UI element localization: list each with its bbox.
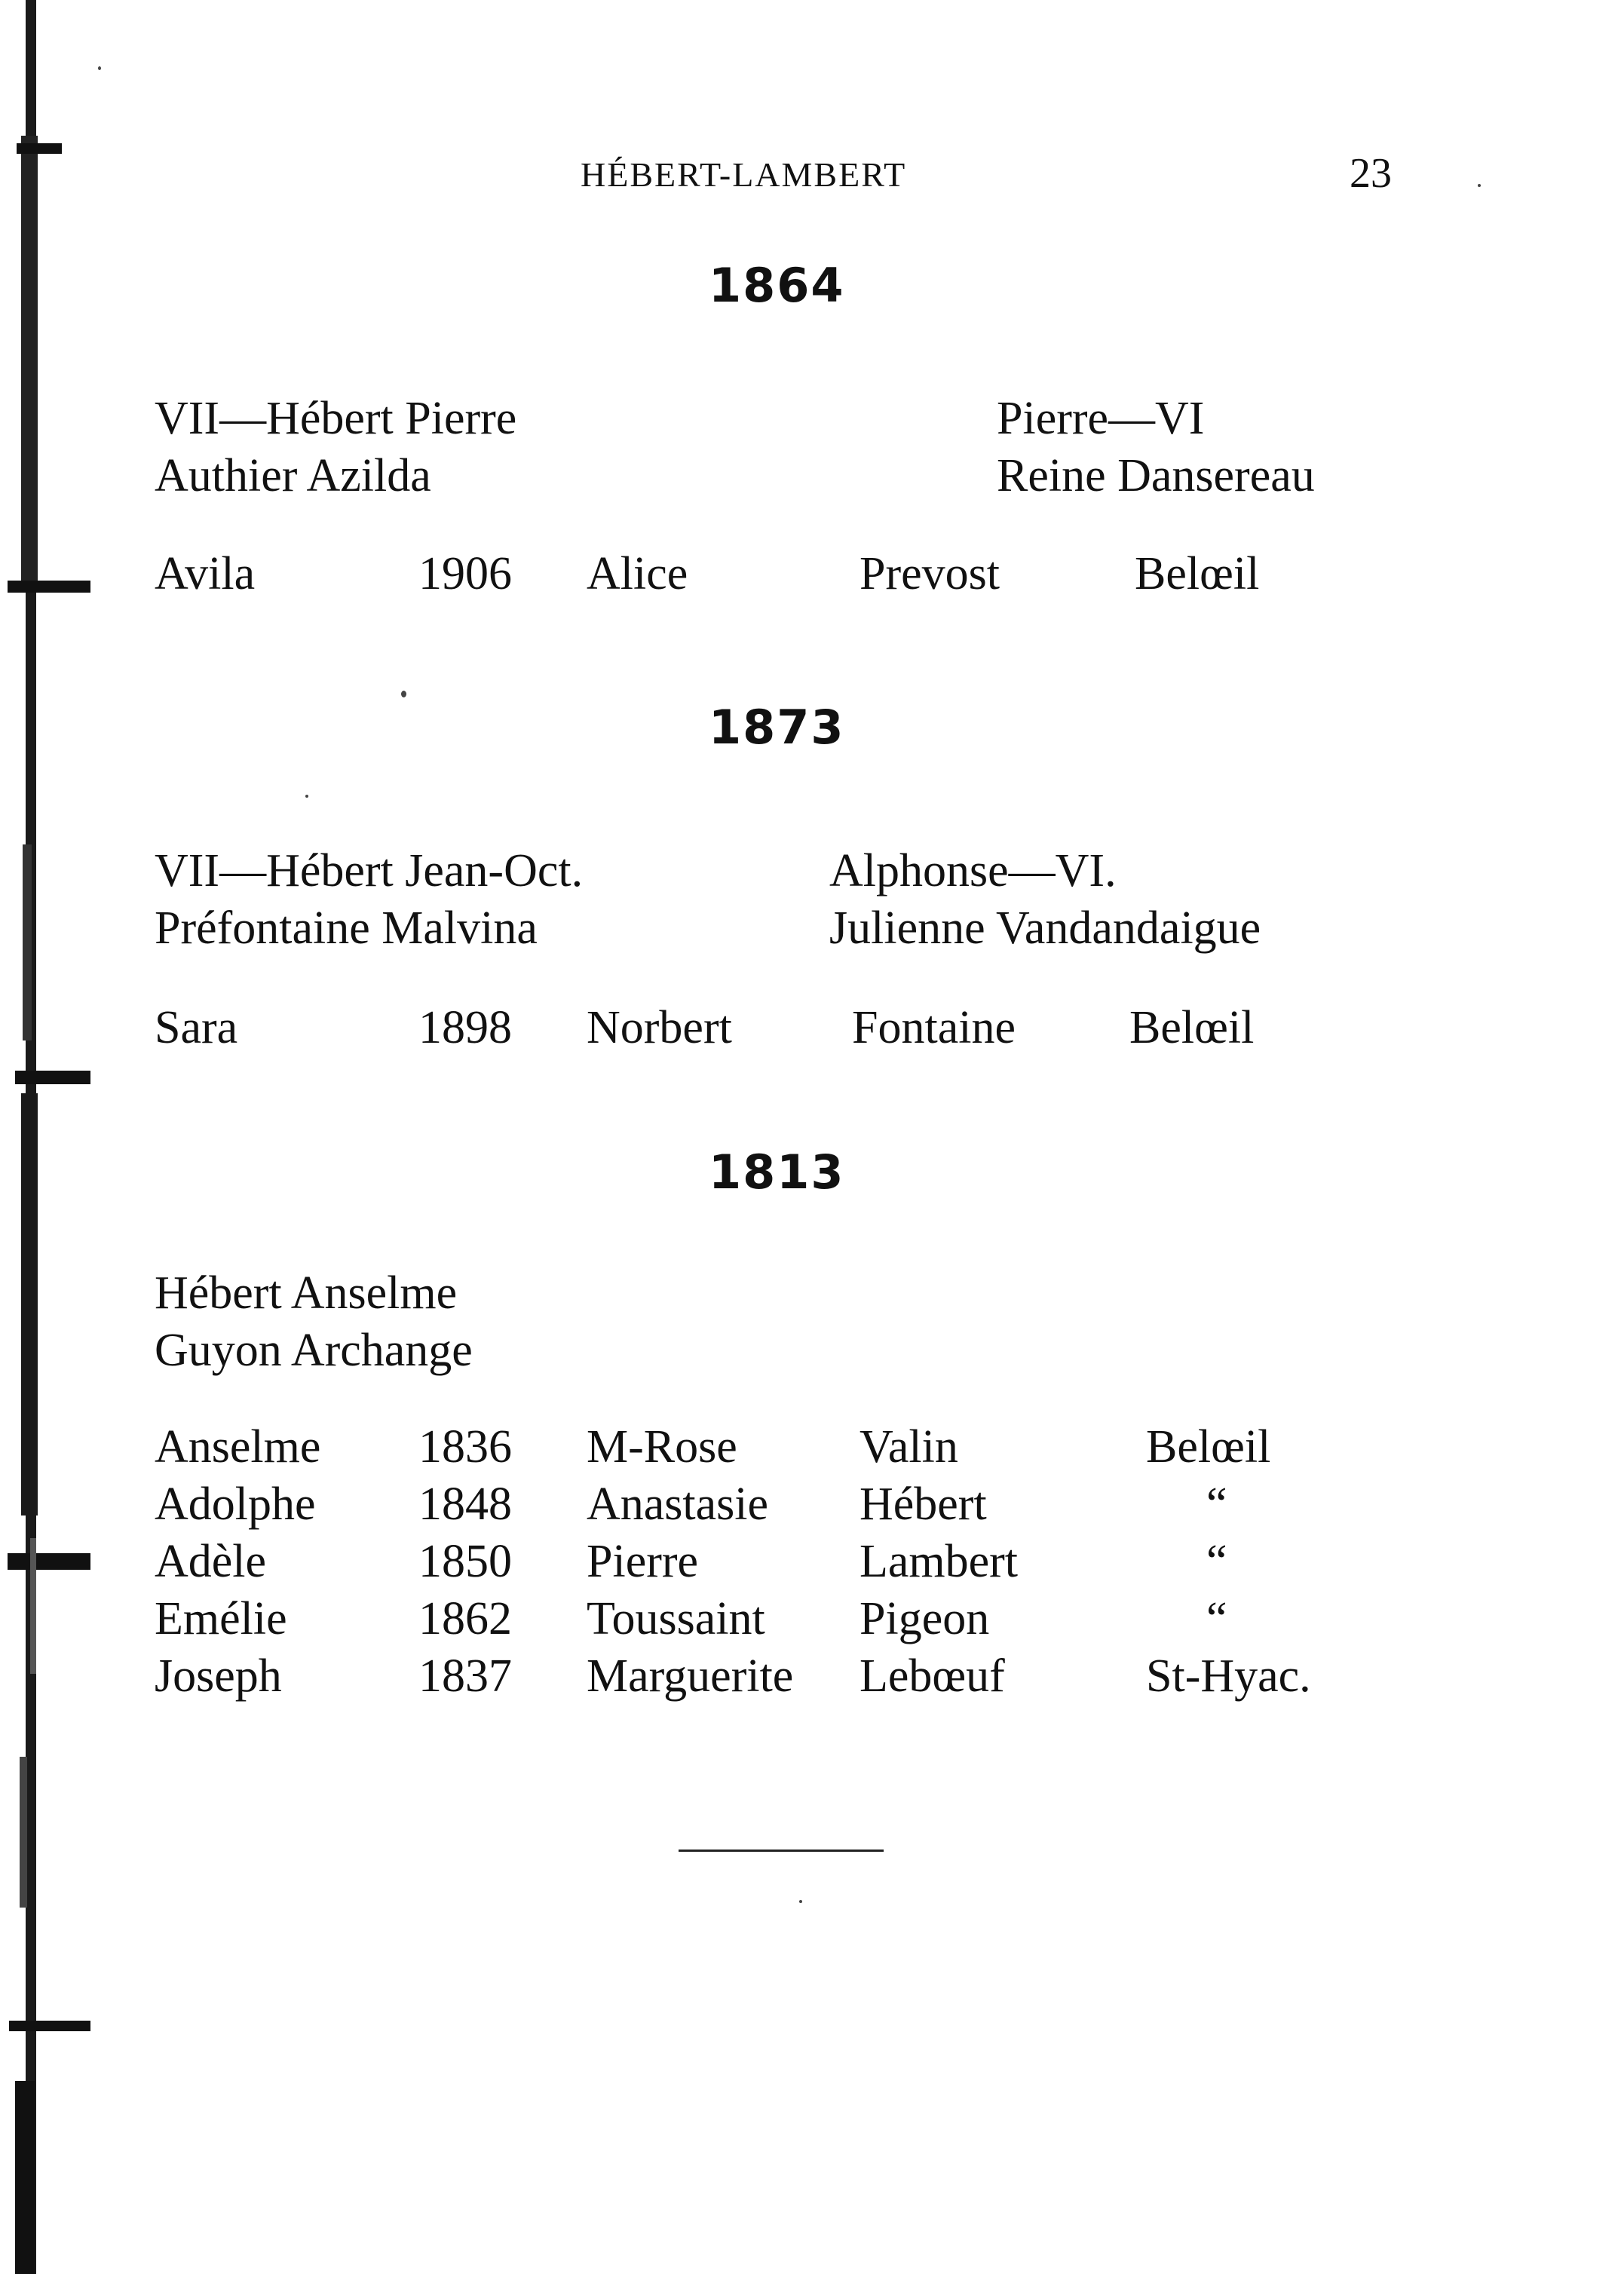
spouse-surname: Prevost <box>859 548 1000 599</box>
spouse-surname: Lebœuf <box>859 1650 1005 1702</box>
marriage-place: St-Hyac. <box>1146 1650 1311 1702</box>
spouse-surname: Lambert <box>859 1536 1019 1587</box>
marriage-place: Belœil <box>1135 548 1260 599</box>
wife-name: Guyon Archange <box>155 1325 473 1376</box>
husband-name: VII—Hébert Jean-Oct. <box>155 845 584 896</box>
husband-parent: Alphonse—VI. <box>829 845 1117 896</box>
child-name: Avila <box>155 548 256 599</box>
binding-edge <box>0 0 90 2274</box>
spouse-surname: Fontaine <box>852 1002 1016 1053</box>
child-row <box>0 1420 1624 1478</box>
child-row <box>0 547 1624 605</box>
child-name: Anselme <box>155 1421 321 1473</box>
child-row <box>0 1650 1624 1707</box>
husband-parent: Pierre—VI <box>997 393 1205 444</box>
marriage-year: 1837 <box>418 1650 512 1702</box>
running-head: HÉBERT-LAMBERT <box>581 155 907 194</box>
child-row <box>0 1478 1624 1535</box>
ink-speck <box>401 691 406 697</box>
page-number: 23 <box>1350 150 1392 197</box>
ink-speck <box>1478 184 1481 187</box>
spouse-surname: Valin <box>859 1421 958 1473</box>
binding-edge-graphic <box>0 0 90 2274</box>
marriage-place: Belœil <box>1146 1421 1271 1473</box>
child-name: Sara <box>155 1002 238 1053</box>
wife-parent: Reine Dansereau <box>997 450 1315 501</box>
spouse-name: M-Rose <box>587 1421 737 1473</box>
section-year: 1813 <box>709 1145 845 1200</box>
spouse-name: Pierre <box>587 1536 699 1587</box>
ink-speck <box>305 795 308 798</box>
marriage-year: 1898 <box>418 1002 512 1053</box>
section-year: 1873 <box>709 700 845 755</box>
child-row <box>0 1592 1624 1650</box>
wife-parent: Julienne Vandandaigue <box>829 903 1261 954</box>
spouse-name: Anastasie <box>587 1479 769 1530</box>
spouse-name: Marguerite <box>587 1650 794 1702</box>
ink-speck <box>799 1900 802 1903</box>
marriage-year: 1850 <box>418 1536 512 1587</box>
marriage-place: “ <box>1206 1479 1227 1530</box>
marriage-year: 1862 <box>418 1593 512 1644</box>
marriage-year: 1836 <box>418 1421 512 1473</box>
marriage-year: 1848 <box>418 1479 512 1530</box>
ink-speck <box>98 66 101 70</box>
spouse-name: Norbert <box>587 1002 732 1053</box>
marriage-year: 1906 <box>418 548 512 599</box>
child-row <box>0 1535 1624 1592</box>
husband-name: Hébert Anselme <box>155 1267 458 1319</box>
child-name: Emélie <box>155 1593 287 1644</box>
wife-name: Authier Azilda <box>155 450 431 501</box>
child-name: Joseph <box>155 1650 282 1702</box>
spouse-surname: Hébert <box>859 1479 987 1530</box>
spouse-surname: Pigeon <box>859 1593 990 1644</box>
child-name: Adèle <box>155 1536 267 1587</box>
spouse-name: Alice <box>587 548 688 599</box>
child-row <box>0 1001 1624 1059</box>
marriage-place: Belœil <box>1129 1002 1255 1053</box>
wife-name: Préfontaine Malvina <box>155 903 538 954</box>
spouse-name: Toussaint <box>587 1593 765 1644</box>
child-name: Adolphe <box>155 1479 316 1530</box>
closing-rule <box>679 1850 884 1852</box>
husband-name: VII—Hébert Pierre <box>155 393 517 444</box>
marriage-place: “ <box>1206 1536 1227 1587</box>
marriage-place: “ <box>1206 1593 1227 1644</box>
section-year: 1864 <box>709 258 845 313</box>
